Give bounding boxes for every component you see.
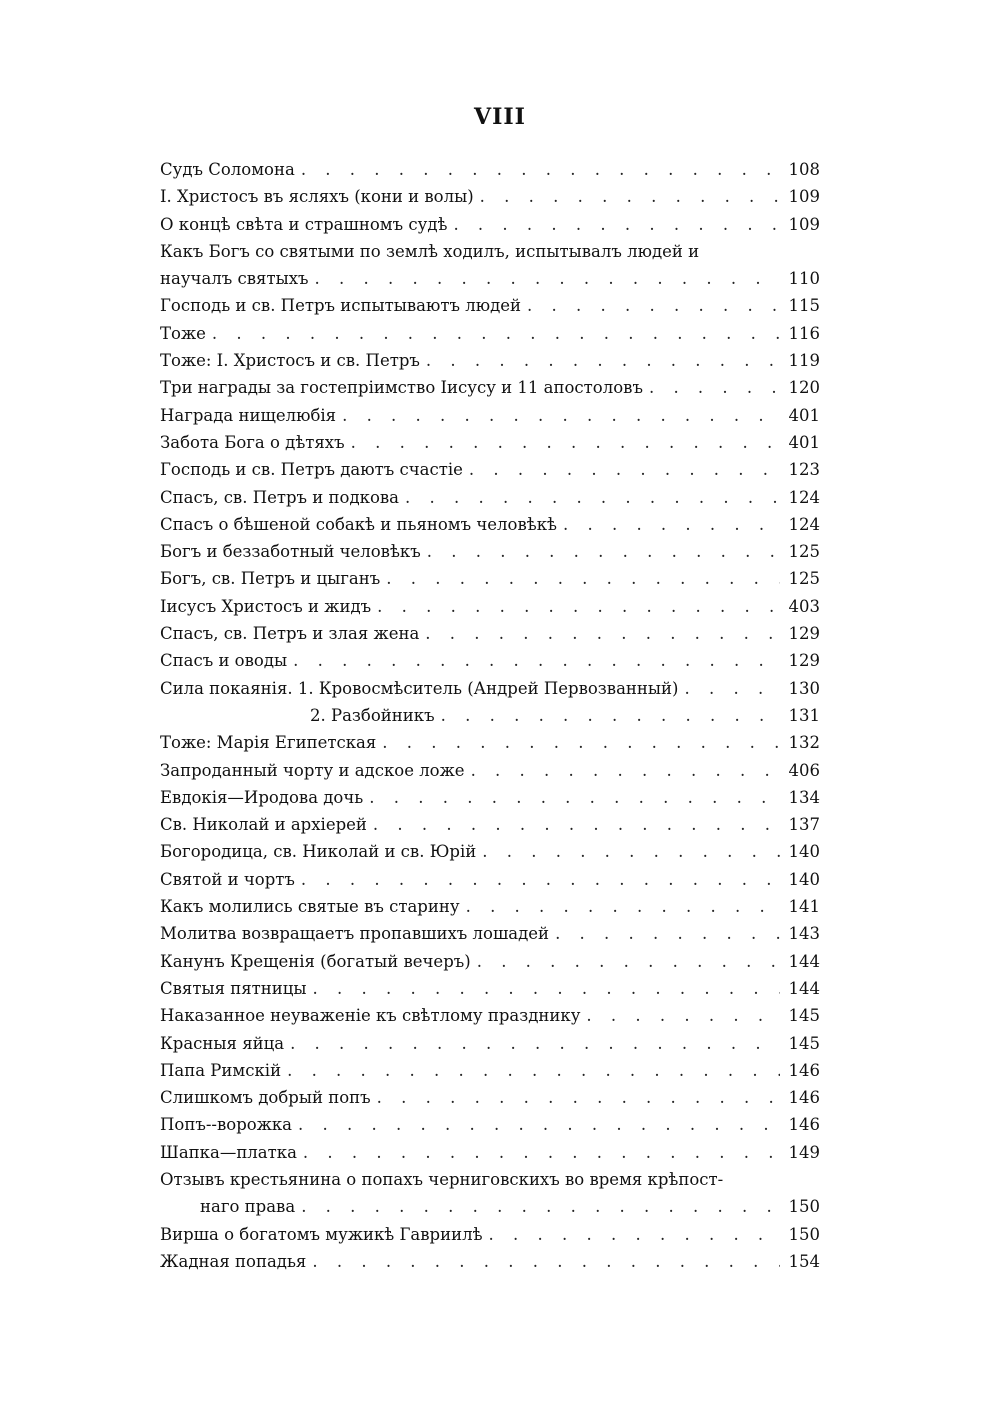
toc-entry-title: Святыя пятницы [160,978,307,998]
toc-entry-title: Награда нищелюбія [160,405,337,425]
toc-entry [160,183,820,210]
toc-entry [160,1030,820,1057]
leader-dots [287,1057,780,1084]
leader-dots [441,702,780,729]
toc-entry [160,838,820,865]
toc-entry-page: 131 [788,705,820,725]
toc-entry-title: Спасъ и оводы [160,651,288,671]
toc-entry [160,456,820,483]
leader-dots [315,265,780,292]
leader-dots [480,183,780,210]
toc-entry [160,374,820,401]
toc-entry [160,1193,820,1220]
toc-entry [160,866,820,893]
leader-dots [527,292,780,319]
leader-dots [313,975,780,1002]
toc-entry-title: Отзывъ крестьянина о попахъ черниговскихъ во время крѣпост- [160,1169,724,1189]
toc-entry [160,292,820,319]
leader-dots [351,429,780,456]
toc-entry-title: Тоже [160,323,206,343]
toc-entry-title: Наказанное неуваженіе къ свѣтлому празднику [160,1006,581,1026]
toc-entry-line [160,238,820,265]
toc-entry [160,565,820,592]
toc-entry-title: Жадная попадья [160,1251,307,1271]
toc-entry-title: Канунъ Крещенія (богатый вечеръ) [160,951,471,971]
toc-entry-page: 150 [788,1197,820,1217]
toc-entry-page: 143 [788,924,820,944]
leader-dots [301,866,780,893]
leader-dots [453,211,780,238]
leader-dots [426,347,780,374]
toc-entry [160,647,820,674]
toc-entry [160,1084,820,1111]
toc-entry [160,620,820,647]
toc-entry [160,975,820,1002]
toc-entry [160,1057,820,1084]
toc-entry [160,757,820,784]
toc-entry-line [160,1166,820,1193]
toc-entry-title: Евдокія—Иродова дочь [160,787,364,807]
toc-entry [160,1139,820,1166]
toc-entry-title: Запроданный чорту и адское ложе [160,760,465,780]
toc-entry-title: Забота Бога о дѣтяхъ [160,432,345,452]
toc-entry-page: 137 [788,815,820,835]
toc-entry-page: 108 [788,160,820,179]
leader-dots [684,675,780,702]
toc-entry [160,402,820,429]
toc-entry-page: 116 [788,323,820,343]
toc-entry-page: 141 [788,897,820,917]
toc-entry-page: 144 [788,978,820,998]
toc-entry-page: 146 [788,1115,820,1135]
toc-entry-title: Судъ Соломона [160,160,295,179]
toc-entry-title: Іисусъ Христосъ и жидъ [160,596,372,616]
toc-entry-title: Красныя яйца [160,1033,285,1053]
leader-dots [425,620,780,647]
toc-entry [160,948,820,975]
toc-entry [160,675,820,702]
leader-dots [298,1111,780,1138]
toc-entry [160,429,820,456]
toc-entry [160,1111,820,1138]
toc-entry-title: Попъ--ворожка [160,1115,293,1135]
toc-entry-title: Какъ молились святые въ старину [160,897,460,917]
table-of-contents [160,156,820,1275]
toc-entry-title: Тоже: I. Христосъ и св. Петръ [160,351,420,371]
toc-entry-page: 124 [788,514,820,534]
leader-dots [482,838,780,865]
toc-entry [160,347,820,374]
leader-dots [427,538,780,565]
leader-dots [293,647,780,674]
toc-entry [160,1002,820,1029]
toc-entry [160,593,820,620]
toc-entry-page: 132 [788,733,820,753]
toc-entry-page: 123 [788,460,820,480]
toc-entry [160,784,820,811]
leader-dots [649,374,780,401]
toc-entry-page: 125 [788,569,820,589]
toc-entry [160,484,820,511]
leader-dots [301,156,780,183]
toc-entry-title: Папа Римскій [160,1060,282,1080]
toc-entry-title: Богъ и беззаботный человѣкъ [160,542,421,562]
toc-entry-page: 129 [788,624,820,644]
leader-dots [342,402,780,429]
toc-entry [160,156,820,183]
toc-entry-page: 130 [788,678,820,698]
toc-entry-page: 146 [788,1060,820,1080]
toc-entry [160,1248,820,1275]
toc-entry [160,265,820,292]
leader-dots [301,1193,780,1220]
toc-entry-title: Спасъ, св. Петръ и подкова [160,487,400,507]
toc-entry-page: 110 [788,269,820,289]
toc-entry-title: Богородица, св. Николай и св. Юрій [160,842,477,862]
toc-entry-page: 109 [788,187,820,207]
leader-dots [555,920,780,947]
toc-entry [160,1221,820,1248]
toc-entry-page: 115 [788,296,820,316]
toc-entry [160,893,820,920]
toc-entry-title: наго права [200,1197,296,1217]
toc-entry-page: 401 [788,405,820,425]
toc-entry-title: Богъ, св. Петръ и цыганъ [160,569,381,589]
toc-entry-title: Какъ Богъ со святыми по землѣ ходилъ, испытывалъ людей и [160,241,700,261]
leader-dots [489,1221,780,1248]
toc-entry [160,729,820,756]
toc-entry-page: 120 [788,378,820,398]
toc-entry [160,920,820,947]
toc-entry-page: 406 [788,760,820,780]
toc-entry-title: Тоже: Марія Египетская [160,733,377,753]
toc-entry-page: 145 [788,1033,820,1053]
toc-entry-page: 140 [788,842,820,862]
toc-entry-page: 403 [788,596,820,616]
toc-entry-page: 124 [788,487,820,507]
toc-entry-page: 401 [788,432,820,452]
leader-dots [377,1084,780,1111]
toc-entry [160,538,820,565]
toc-entry-page: 140 [788,869,820,889]
toc-entry [160,811,820,838]
leader-dots [386,565,780,592]
leader-dots [382,729,780,756]
toc-entry-title: Господь и св. Петръ даютъ счастіе [160,460,463,480]
leader-dots [471,757,780,784]
leader-dots [477,948,780,975]
toc-entry-title: О концѣ свѣта и страшномъ судѣ [160,214,448,234]
toc-entry-page: 154 [788,1251,820,1271]
toc-entry-title: Спасъ, св. Петръ и злая жена [160,624,420,644]
toc-entry-page: 119 [788,351,820,371]
toc-entry-title: Вирша о богатомъ мужикѣ Гавриилѣ [160,1224,483,1244]
toc-entry-title: Спасъ о бѣшеной собакѣ и пьяномъ человѣкѣ [160,514,557,534]
leader-dots [377,593,780,620]
toc-entry-page: 149 [788,1142,820,1162]
toc-entry-title: 2. Разбойникъ [310,705,435,725]
toc-entry-title: научалъ святыхъ [160,269,309,289]
toc-entry-title: Св. Николай и архіерей [160,815,367,835]
toc-entry-page: 146 [788,1088,820,1108]
leader-dots [563,511,780,538]
leader-dots [369,784,780,811]
leader-dots [303,1139,780,1166]
toc-entry-title: Сила покаянія. 1. Кровосмѣситель (Андрей Первозванный) [160,678,679,698]
toc-entry [160,702,820,729]
leader-dots [290,1030,780,1057]
leader-dots [373,811,780,838]
toc-entry-page: 129 [788,651,820,671]
toc-entry-page: 145 [788,1006,820,1026]
toc-entry-page: 125 [788,542,820,562]
toc-entry-page: 144 [788,951,820,971]
leader-dots [586,1002,780,1029]
toc-entry [160,320,820,347]
toc-entry-title: Шапка—платка [160,1142,297,1162]
toc-entry-title: Три награды за гостепріимство Іисусу и 11 апостоловъ [160,378,643,398]
toc-entry [160,511,820,538]
toc-entry [160,211,820,238]
toc-entry-title: Господь и св. Петръ испытываютъ людей [160,296,522,316]
toc-entry-title: Молитва возвращаетъ пропавшихъ лошадей [160,924,550,944]
leader-dots [405,484,780,511]
page-number: VIII [474,104,526,130]
leader-dots [312,1248,780,1275]
leader-dots [466,893,780,920]
toc-entry-page: 109 [788,214,820,234]
toc-entry-title: Слишкомъ добрый попъ [160,1088,371,1108]
toc-entry-title: I. Христосъ въ ясляхъ (кони и волы) [160,187,474,207]
leader-dots [469,456,780,483]
toc-entry-page: 134 [788,787,820,807]
toc-entry-page: 150 [788,1224,820,1244]
leader-dots [212,320,780,347]
toc-entry-title: Святой и чортъ [160,869,295,889]
